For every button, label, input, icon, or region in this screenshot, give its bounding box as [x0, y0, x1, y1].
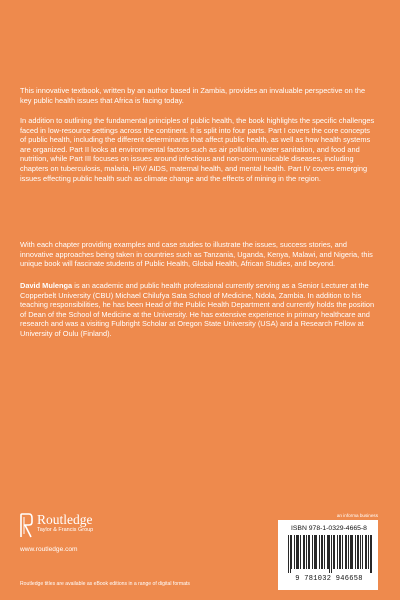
publisher-group: Taylor & Francis Group — [37, 527, 94, 533]
isbn-barcode-box — [278, 520, 378, 590]
author-bio — [20, 281, 378, 339]
routledge-logo-icon — [20, 513, 33, 538]
publisher-logo — [20, 512, 130, 560]
blurb-intro: This innovative textbook, written by an author based in Zambia, provides an invaluable perspective on the key public health issues that Africa is facing today. — [20, 86, 366, 105]
barcode-icon — [288, 535, 372, 573]
publisher-url[interactable]: www.routledge.com — [20, 546, 78, 553]
author-bio-text: is an academic and public health professional currently serving as a Senior Lecturer at the Copperbelt University (CBU) Michael Chilufya Sata School of Medicine, Ndola, Zambia. In addition to his teaching responsibilities, he has been Head of the Public Health Department and currently holds the position of Dean of the School of Medicine at the University. He has extensive experience in primary healthcare and research and was a visiting Fulbright Scholar at Oregon State University (USA) and a Research Fellow at University of Oulu (Finland). — [20, 281, 375, 338]
publisher-name: Routledge — [37, 512, 93, 527]
blurb-case-studies: With each chapter providing examples and case studies to illustrate the issues, success stories, and innovative approaches being taken in countries such as Tanzania, Uganda, Kenya, Malawi, and Nigeria, this unique book will fascinate students of Public Health, Global Health, African Studies, and beyond. — [20, 240, 373, 269]
barcode-number: 9 781032 946658 — [295, 575, 363, 583]
blurb-overview: In addition to outlining the fundamental principles of public health, the book highlights the specific challenges faced in low-resource settings across the continent. It is split into four parts. Part I covers the core concepts of public health, including the different determinants that affect public health, as well as how health systems are organized. Part II looks at environmental factors such as air pollution, water sanitation, and food and nutrition, while Part III focuses on issues around infectious and non-communicable diseases, including chapters on tuberculosis, malaria, HIV/ AIDS, maternal health, and mental health. Part IV covers emerging issues effecting public health such as climate change and the effects of mining in the region. — [20, 116, 375, 183]
author-name: David Mulenga — [20, 281, 73, 290]
isbn-label: ISBN 978-1-0329-4665-8 — [291, 525, 367, 532]
informa-imprint: an informa business — [336, 513, 378, 518]
ebook-note: Routledge titles are available as eBook editions in a range of digital formats — [20, 581, 190, 587]
